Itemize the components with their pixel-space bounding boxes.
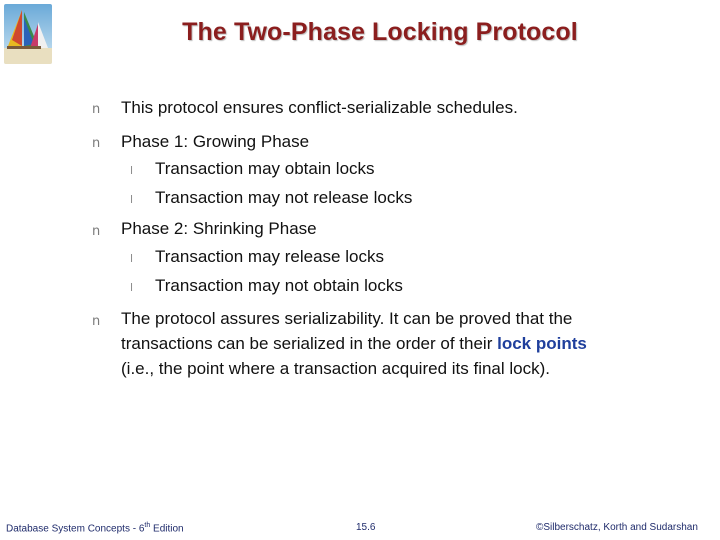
bullet-icon: n	[92, 102, 101, 117]
slide-title: The Two-Phase Locking Protocol	[182, 18, 578, 46]
bullet-text: Phase 1: Growing Phase	[121, 132, 310, 151]
bullet-text: Phase 2: Shrinking Phase	[121, 219, 317, 238]
sub-bullet-text: Transaction may not obtain locks	[155, 276, 403, 295]
bullet-text-line3: (i.e., the point where a transaction acquired its final lock).	[121, 359, 550, 378]
sub-bullet-icon: l	[130, 164, 134, 177]
lock-points-term: lock points	[497, 334, 587, 353]
sub-bullet-text: Transaction may release locks	[155, 247, 384, 266]
sub-bullet-text: Transaction may obtain locks	[155, 159, 375, 178]
footer-course	[6, 522, 184, 534]
footer-page-number: 15.6	[356, 522, 376, 533]
sub-bullet-text: Transaction may not release locks	[155, 188, 413, 207]
line2-text: transactions can be serialized in the order of their	[121, 334, 498, 353]
bullet-icon: n	[92, 314, 101, 329]
sub-bullet-icon: l	[130, 252, 134, 265]
bullet-icon: n	[92, 224, 101, 239]
sub-bullet-icon: l	[130, 281, 134, 294]
bullet-text-line1: The protocol assures serializability. It can be proved that the	[121, 309, 573, 328]
footer-course-text: Database System Concepts - 6	[6, 523, 145, 535]
bullet-text-line2	[121, 332, 587, 356]
footer-course-sup: th	[144, 522, 151, 529]
footer-course-edition: Edition	[150, 523, 184, 535]
bullet-icon: n	[92, 136, 101, 151]
sub-bullet-icon: l	[130, 193, 134, 206]
footer-copyright: ©Silberschatz, Korth and Sudarshan	[536, 522, 698, 533]
bullet-text: This protocol ensures conflict-serializable schedules.	[121, 98, 518, 117]
